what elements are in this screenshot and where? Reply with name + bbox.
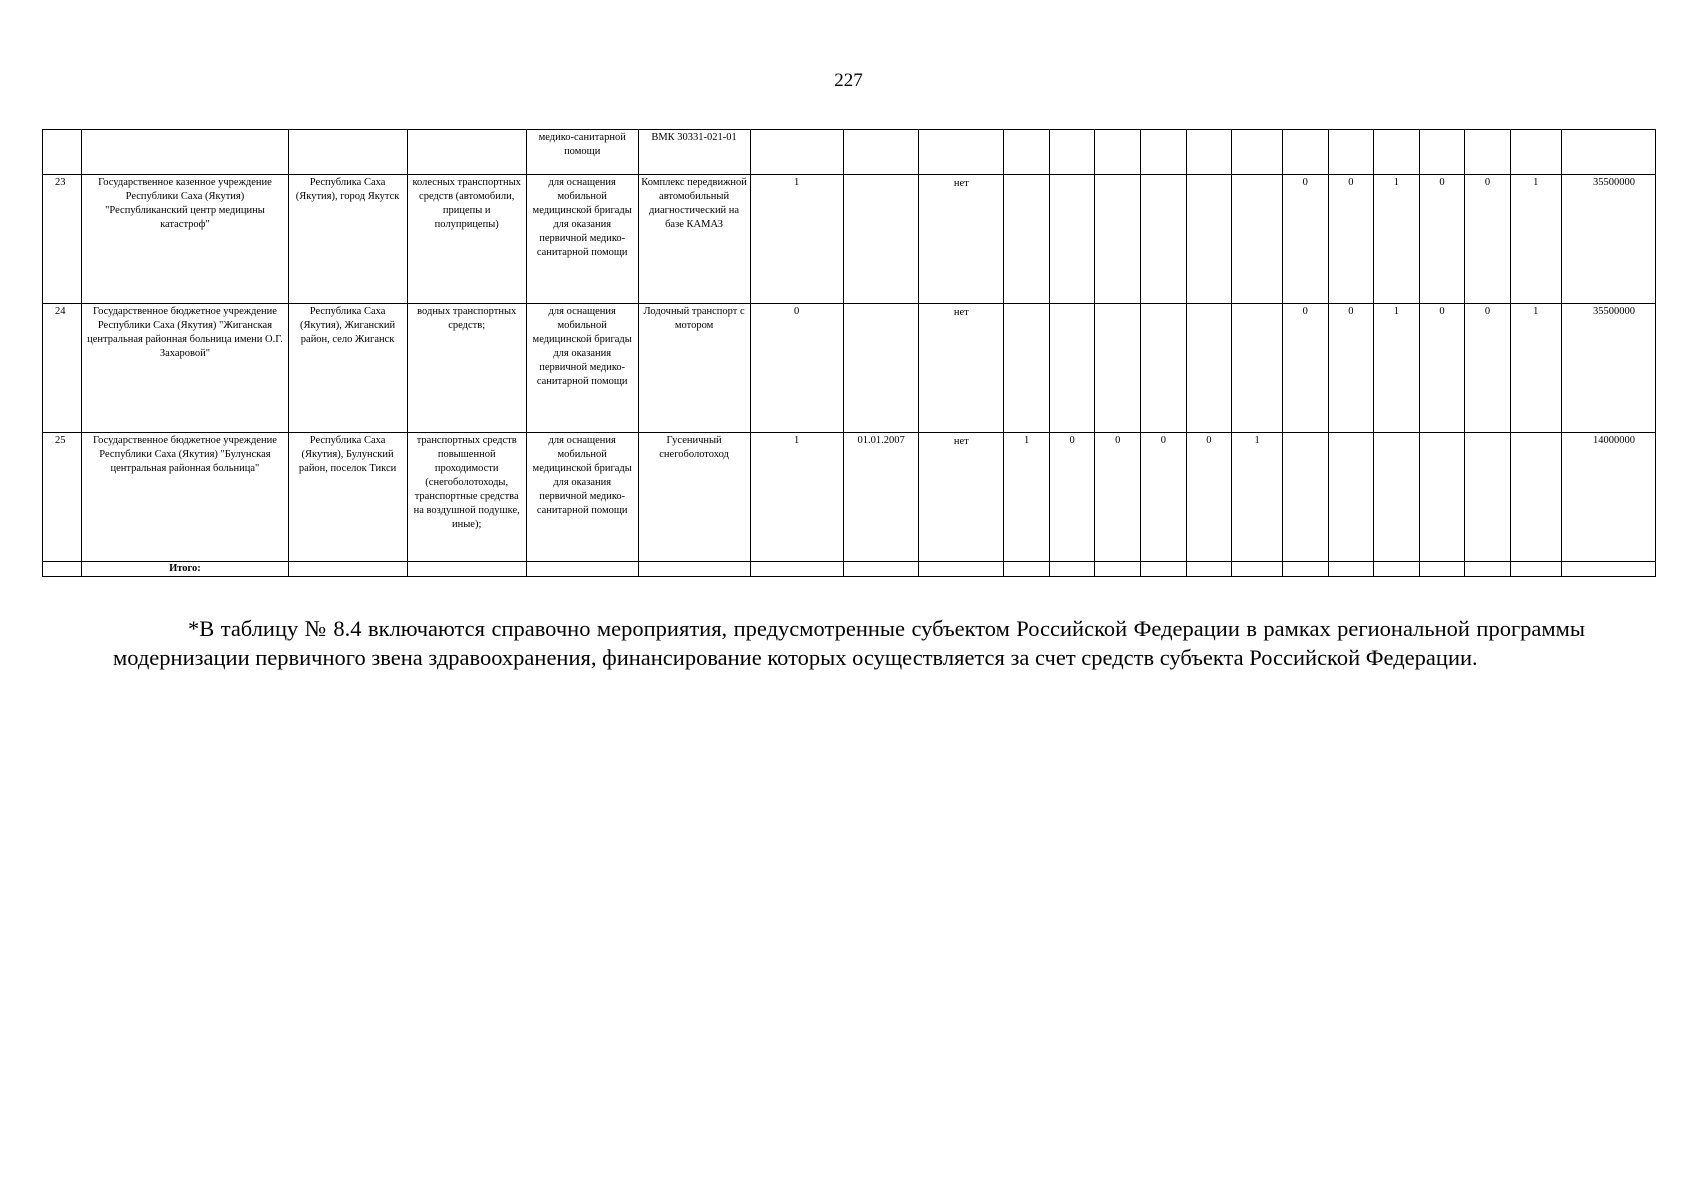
plan-cell: 0: [1419, 175, 1465, 304]
amount-cell: 35500000: [1561, 304, 1655, 433]
purpose-cell: для оснащения мобильной медицинской бригады для оказания первичной медико-санитарной помощи: [526, 304, 638, 433]
empty-cell: [1465, 562, 1511, 577]
purpose-cell: медико-санитарной помощи: [526, 130, 638, 175]
plan-cell: 0: [1328, 304, 1374, 433]
plan-cell: 0: [1282, 304, 1328, 433]
count-cell: [1186, 130, 1232, 175]
count-cell: 0: [1095, 433, 1141, 562]
empty-cell: [1282, 562, 1328, 577]
empty-cell: [1232, 562, 1283, 577]
quantity-cell: [750, 130, 843, 175]
organization-cell: Государственное бюджетное учреждение Республики Саха (Якутия) "Булунская центральная районная больница": [82, 433, 288, 562]
count-cell: 0: [1049, 433, 1095, 562]
table-row: [43, 433, 1656, 562]
table-row: [43, 304, 1656, 433]
date-cell: [843, 175, 919, 304]
count-cell: [1004, 175, 1050, 304]
date-cell: [843, 130, 919, 175]
row-number: 24: [43, 304, 82, 433]
flag-cell: нет: [919, 304, 1004, 433]
plan-cell: [1465, 130, 1511, 175]
plan-cell: 1: [1510, 175, 1561, 304]
count-cell: 0: [1186, 433, 1232, 562]
footnote: *В таблицу № 8.4 включаются справочно мероприятия, предусмотренные субъектом Российской Федерации в рамках региональной программы модернизации первичного звена здравоохранения, финансирование которых осуществляется за счет средств субъекта Российской Федерации.: [113, 615, 1585, 670]
total-label: Итого:: [82, 562, 288, 577]
count-cell: [1141, 175, 1187, 304]
count-cell: [1095, 130, 1141, 175]
amount-cell: 14000000: [1561, 433, 1655, 562]
vehicle-type-cell: водных транспортных средств;: [407, 304, 526, 433]
count-cell: [1095, 304, 1141, 433]
count-cell: [1141, 130, 1187, 175]
quantity-cell: 1: [750, 175, 843, 304]
empty-cell: [526, 562, 638, 577]
purpose-cell: для оснащения мобильной медицинской бригады для оказания первичной медико-санитарной помощи: [526, 175, 638, 304]
count-cell: [1232, 130, 1283, 175]
location-cell: [288, 130, 407, 175]
plan-cell: 1: [1374, 304, 1420, 433]
vehicle-type-cell: транспортных средств повышенной проходимости (снегоболотоходы, транспортные средства на воздушной подушке, иные);: [407, 433, 526, 562]
empty-cell: [1095, 562, 1141, 577]
count-cell: [1004, 304, 1050, 433]
quantity-cell: 1: [750, 433, 843, 562]
row-number: 23: [43, 175, 82, 304]
vehicle-type-cell: [407, 130, 526, 175]
regional-program-table: [42, 129, 1656, 577]
flag-cell: нет: [919, 433, 1004, 562]
location-cell: Республика Саха (Якутия), Булунский район, поселок Тикси: [288, 433, 407, 562]
empty-cell: [407, 562, 526, 577]
empty-cell: [43, 562, 82, 577]
plan-cell: 0: [1282, 175, 1328, 304]
plan-cell: [1419, 433, 1465, 562]
empty-cell: [288, 562, 407, 577]
plan-cell: [1510, 130, 1561, 175]
count-cell: [1186, 175, 1232, 304]
plan-cell: [1419, 130, 1465, 175]
location-cell: Республика Саха (Якутия), Жиганский район, село Жиганск: [288, 304, 407, 433]
empty-cell: [843, 562, 919, 577]
empty-cell: [1328, 562, 1374, 577]
page-number: 227: [834, 70, 863, 91]
empty-cell: [1186, 562, 1232, 577]
date-cell: [843, 304, 919, 433]
plan-cell: 1: [1374, 175, 1420, 304]
count-cell: [1186, 304, 1232, 433]
count-cell: [1232, 304, 1283, 433]
empty-cell: [919, 562, 1004, 577]
total-row: [43, 562, 1656, 577]
vehicle-type-cell: колесных транспортных средств (автомобили, прицепы и полуприцепы): [407, 175, 526, 304]
empty-cell: [1510, 562, 1561, 577]
count-cell: 1: [1004, 433, 1050, 562]
empty-cell: [750, 562, 843, 577]
empty-cell: [1141, 562, 1187, 577]
quantity-cell: 0: [750, 304, 843, 433]
count-cell: 1: [1232, 433, 1283, 562]
plan-cell: [1282, 130, 1328, 175]
model-cell: Лодочный транспорт с мотором: [638, 304, 750, 433]
purpose-cell: для оснащения мобильной медицинской бригады для оказания первичной медико-санитарной помощи: [526, 433, 638, 562]
plan-cell: [1328, 433, 1374, 562]
empty-cell: [1561, 562, 1655, 577]
amount-cell: 35500000: [1561, 175, 1655, 304]
organization-cell: Государственное казенное учреждение Республики Саха (Якутия) "Республиканский центр медицины катастроф": [82, 175, 288, 304]
count-cell: [1049, 304, 1095, 433]
count-cell: [1095, 175, 1141, 304]
row-number: [43, 130, 82, 175]
plan-cell: [1282, 433, 1328, 562]
plan-cell: 1: [1510, 304, 1561, 433]
date-cell: 01.01.2007: [843, 433, 919, 562]
count-cell: 0: [1141, 433, 1187, 562]
table-row: [43, 130, 1656, 175]
model-cell: Комплекс передвижной автомобильный диагностический на базе КАМАЗ: [638, 175, 750, 304]
table-row: [43, 175, 1656, 304]
flag-cell: нет: [919, 175, 1004, 304]
plan-cell: 0: [1419, 304, 1465, 433]
row-number: 25: [43, 433, 82, 562]
amount-cell: [1561, 130, 1655, 175]
empty-cell: [1004, 562, 1050, 577]
organization-cell: Государственное бюджетное учреждение Республики Саха (Якутия) "Жиганская центральная районная больница имени О.Г. Захаровой": [82, 304, 288, 433]
plan-cell: [1374, 433, 1420, 562]
plan-cell: 0: [1328, 175, 1374, 304]
plan-cell: 0: [1465, 304, 1511, 433]
plan-cell: [1510, 433, 1561, 562]
count-cell: [1141, 304, 1187, 433]
model-cell: Гусеничный снегоболотоход: [638, 433, 750, 562]
count-cell: [1049, 175, 1095, 304]
organization-cell: [82, 130, 288, 175]
count-cell: [1004, 130, 1050, 175]
plan-cell: [1328, 130, 1374, 175]
empty-cell: [1374, 562, 1420, 577]
plan-cell: [1374, 130, 1420, 175]
location-cell: Республика Саха (Якутия), город Якутск: [288, 175, 407, 304]
plan-cell: 0: [1465, 175, 1511, 304]
plan-cell: [1465, 433, 1511, 562]
empty-cell: [1049, 562, 1095, 577]
empty-cell: [1419, 562, 1465, 577]
model-cell: ВМК 30331-021-01: [638, 130, 750, 175]
count-cell: [1232, 175, 1283, 304]
empty-cell: [638, 562, 750, 577]
flag-cell: [919, 130, 1004, 175]
count-cell: [1049, 130, 1095, 175]
